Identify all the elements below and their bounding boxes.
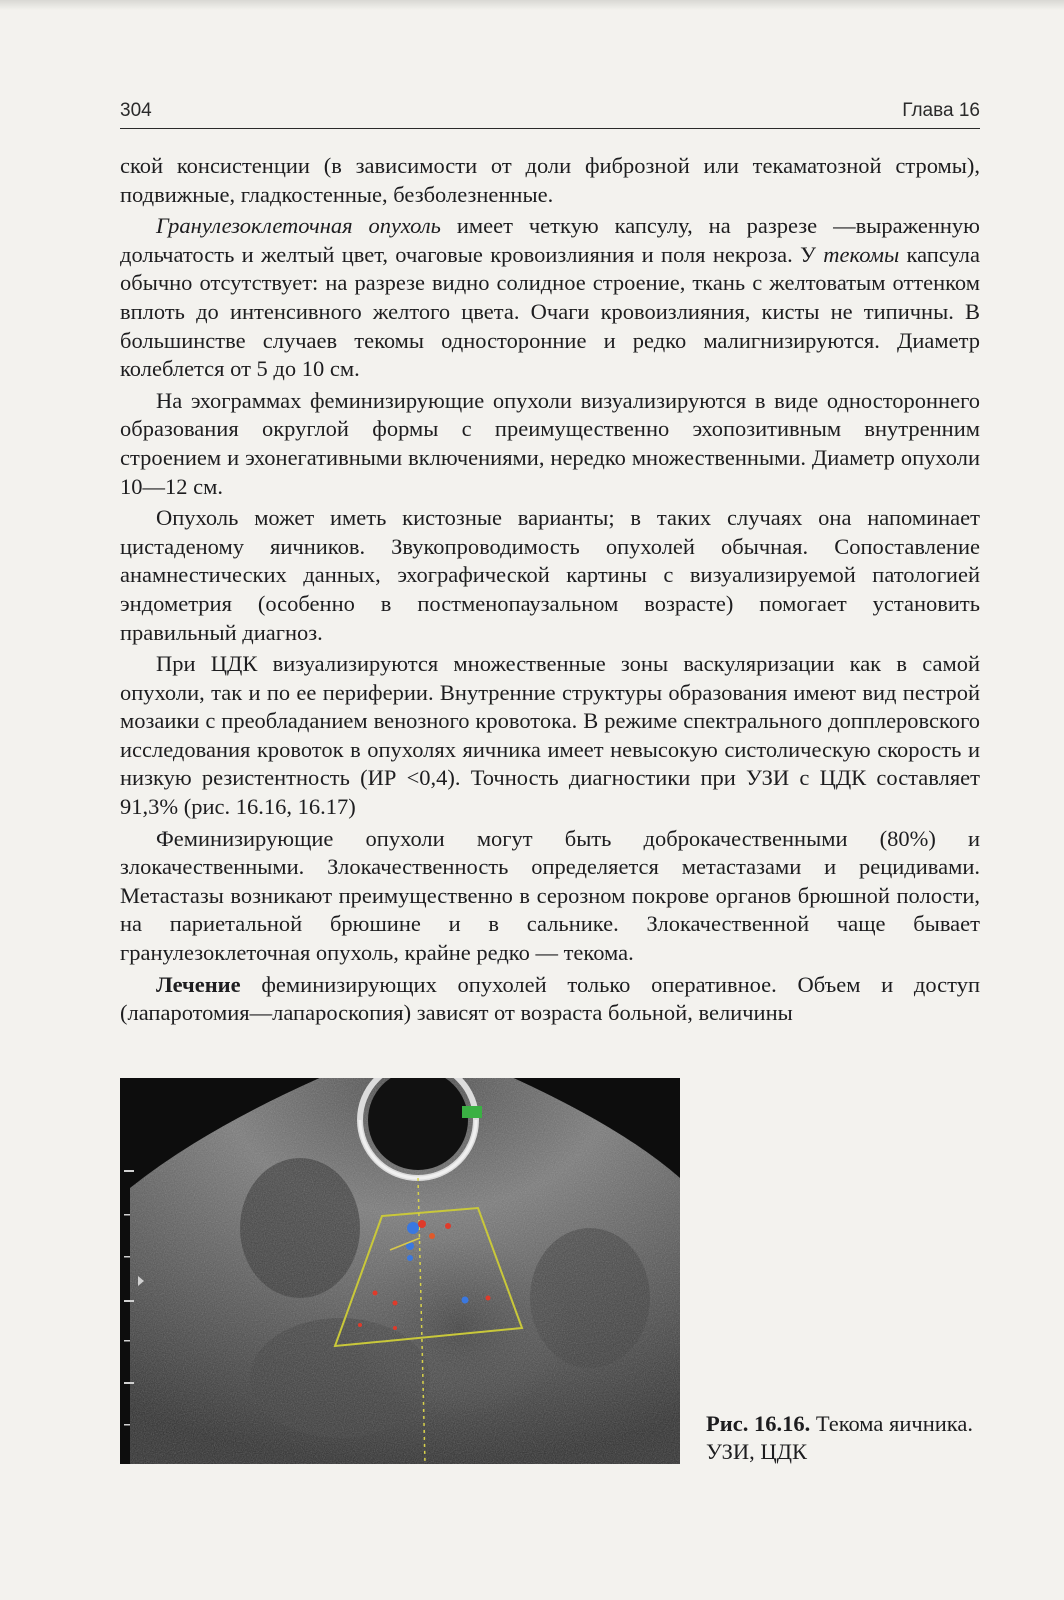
text-run: капсула обычно отсутствует: на разрезе видно солидное строение, ткань с желтоватым оттенком вплоть до интенсивного желтого цвета. Очаги кровоизлияния, кисты не типичны. В большинстве случаев текомы односторонние и редко малигнизируются. Диаметр колеблется от 5 до 10 см. (120, 241, 980, 382)
text-run: Опухоль может иметь кистозные варианты; в таких случаях она напоминает цистаденому яичников. Звукопроводимость опухолей обычная. Сопоставление анамнестических данных, эхографической картины с визуализируемой патологией эндометрия (особенно в постменопаузальном возрасте) помогает установить правильный диагноз. (120, 505, 980, 645)
text-run: ской консистенции (в зависимости от доли фиброзной или текаматозной стромы), подвижные, гладкостенные, безболезненные. (120, 153, 980, 207)
figure-label: Рис. 16.16. (706, 1411, 811, 1436)
page-header (120, 98, 980, 129)
paragraph-4 (120, 504, 980, 647)
text-run: Лечение (156, 971, 241, 997)
paragraph-2 (120, 212, 980, 384)
page-top-edge (0, 0, 1064, 10)
page-number: 304 (120, 100, 152, 121)
text-run: При ЦДК визуализируются множественные зоны васкуляризации как в самой опухоли, так и по ее периферии. Внутренние структуры образования имеют вид пестрой мозаики с преобладанием венозного кровотока. В режиме спектрального допплеровского исследования кровоток в опухолях яичника имеет невысокую систолическую скорость и низкую резистентность (ИР <0,4). Точность диагностики при УЗИ с ЦДК составляет 91,3% (рис. 16.16, 16.17) (120, 651, 980, 820)
text-run: текомы (823, 241, 900, 267)
paragraph-7 (120, 971, 980, 1028)
figure-caption (706, 1410, 982, 1466)
text-run: Гранулезоклеточная опухоль (156, 213, 441, 239)
paragraph-5 (120, 650, 980, 822)
paragraph-1 (120, 152, 980, 209)
body-text (120, 152, 980, 1028)
text-run: имеет четкую капсулу, на разрезе —выраженную дольчатость и желтый цвет, очаговые кровоизлияния и поля некроза. У (120, 213, 980, 267)
chapter-title: Глава 16 (902, 100, 980, 121)
figure-caption-text: Текома яичника. УЗИ, ЦДК (706, 1411, 973, 1464)
text-run: На эхограммах феминизирующие опухоли визуализируются в виде одностороннего образования округлой формы с преимущественно эхопозитивным внутренним строением и эхонегативными включениями, нередко множественными. Диаметр опухоли 10—12 см. (120, 387, 980, 499)
ultrasound-image (120, 1078, 680, 1464)
paragraph-6 (120, 825, 980, 968)
text-run: феминизирующих опухолей только оперативное. Объем и доступ (лапаротомия—лапароскопия) зависят от возраста больной, величины (120, 971, 980, 1026)
paragraph-3 (120, 387, 980, 501)
text-run: Феминизирующие опухоли могут быть доброкачественными (80%) и злокачественными. Злокачественность определяется метастазами и рецидивами. Метастазы возникают преимущественно в серозном покрове органов брюшной полости, на париетальной брюшине и в сальнике. Злокачественной чаще бывает гранулезоклеточная опухоль, крайне редко — текома. (120, 825, 980, 966)
